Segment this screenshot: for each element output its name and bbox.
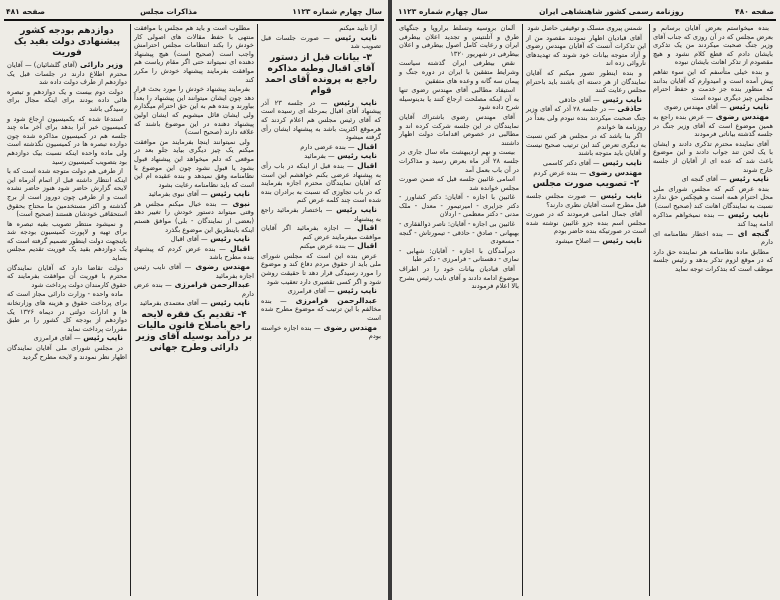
speaker-name: مهندس رضوی [712, 111, 770, 121]
speaker-name: عبدالرحمن فرامرزی [286, 295, 377, 305]
speaker-name: نایب رئیس [726, 102, 769, 112]
speaker-name: اقبال [354, 241, 377, 251]
speaker-name: مهندس رضوی [191, 262, 250, 272]
speaker-name: نایب رئیس [599, 236, 642, 246]
left-page-columns [4, 24, 384, 596]
paragraph: ماده واحده - وزارت دارائی مجاز است که برای پرداخت حقوق و هزینه های وزارتخانه ها و ادارات دولتی در دیماه ۱۳۲۶ یک دوازدهم از بودجه کل کشور را بر طبق مقررات پرداخت نماید [7, 290, 127, 333]
paragraph: مهندس رضوی — بنده اجازه خواسته بودم [261, 322, 381, 341]
speaker-name: نایب رئیس [726, 174, 769, 184]
paragraph: از طرفی هم دولت متوجه شده است که با اینکه انتظار داشته قبل از اتمام آذرماه این لایحه گزارش حاضر شود هنوز حاضر نشده است و از طرفی چون دوروز است از برج گذشته و اکثر مستخدمین ما محتاج بحقوق استحقاقی خودشان هستند (صحیح است) [7, 167, 127, 219]
speaker-name: وزیر دارائی [77, 60, 123, 69]
speaker-name: گنجه ای [733, 228, 769, 238]
paragraph: اگر بنا باشد که در مجلس هر کس نسبت به دیگری تعرض کند این ترتیب صحیح نیست و آقایان باید متوجه باشند [526, 132, 646, 158]
paragraph: استیفاد مطالبی آقای مهندس رضوی تنها به آن اینکه مصلحت ارجاع کنند یا بدینوسیله شرح داده شود [399, 86, 519, 112]
paragraph: نایب رئیس — بنده نمیخواهم مذاکره ادامه پیدا کند [653, 210, 773, 229]
column [649, 24, 776, 596]
left-page-header [6, 4, 382, 18]
paragraph: نایب رئیس — صورت جلسات قبل تصویب شد [261, 32, 381, 51]
paragraph: بنده عرض کنم که مجلس شورای ملی محل احترام همه است و هیچکس حق ندارد نسبت به نمایندگان اهانت کند (صحیح است) [653, 184, 773, 210]
paragraph: نایب رئیس — آقای فرامرزی [287, 286, 377, 296]
paragraph: عبدالرحمن فرامرزی — بنده مخالفم با این ترتیب که موضوع مطرح شده است [261, 295, 381, 323]
article-heading: ۲- تصویب صورت مجلس [532, 179, 640, 190]
paragraph: مطابق ماده نظامنامه هر نماینده حق دارد که در موقع لزوم تذکر بدهد و رئیس جلسه موظف است که بتذکرات توجه نماید [653, 247, 773, 274]
column [522, 24, 649, 596]
paragraph: مطلوب است و باید هم مجلس با موافقت منتهی با حفظ مقالات های اصولی کار خودش را بکند انتظامات مجلس احترامش واجب است (صحیح است) هیچ پیشنهاد دهنده ای نمیتواند حتی اگر مقام ریاست هم موافقت بفرمایند پیشنهاد خودش را مکرر کند [134, 24, 254, 84]
speaker-name: نایب رئیس [80, 333, 123, 343]
speaker-name: عبدالرحمن فرامرزی [171, 280, 251, 290]
speaker-name: نایب رئیس [596, 191, 642, 201]
column [257, 24, 384, 596]
speaker-name: نایب رئیس [327, 97, 377, 107]
paragraph: دولت تقاضا دارد که آقایان نمایندگان محترم با فوریت آن موافقت بفرمایند که حقوق کارمندان دولت پرداخت شود [7, 263, 127, 289]
paragraph: نایب رئیس — بفرمائید [304, 151, 377, 161]
speaker-name: نایب رئیس [207, 234, 250, 244]
speaker-name: اقبال [225, 243, 250, 253]
speaker-name: نایب رئیس [332, 204, 377, 214]
paragraph: آقای مهندس رضوی باشتراك آقایان نمایندگان در این جلسه شرکت کرده اند و مطالبی در خصوص اقدامات دولت اظهار داشتند [399, 112, 519, 147]
speaker-name: نایب رئیس [334, 151, 377, 161]
paragraph: شمس پیروی مسلک و توقیفی حاصل شود [527, 24, 642, 32]
article-heading: ۳- بیانات قبل از دستور آقای اقبال وطیه مذاکره راجع به پرونده آقای احمد قوام [264, 52, 378, 96]
paragraph: آقای نماینده محترم تذکری دادند و ایشان با یک لحن تند جواب دادند و این موضوع باعث شد که عده ای از آقایان از جلسه خارج شوند [653, 139, 773, 174]
paragraph: اسامی غائبین جلسه قبل که ضمن صورت مجلس خوانده شد [399, 175, 519, 192]
paragraph: آقای قبادیان اظهار نمودند مقصود من از این تذکرات آنست که آقایان مهندس رضوی و آزاد متوجه بیانات خود شوند که تهدیدهای ناروائی زده اند [526, 33, 646, 68]
paragraph: و بنده اینطور تصور میکنم که آقایان نمایندگان از هر دسته ای باشند باید باحترام مجلس رعایت کنند [526, 68, 646, 95]
paragraph: نایب رئیس — آقای گنجه ای [681, 174, 769, 184]
paragraph: استدعا شده که بکمیسیون ارجاع شود و کمیسیون خبر آنرا بدهد برای آخر ماه چند جلسه هم در کمیسیون مذاکره شده چون دوازده تبصره ها در کمیسیون نگذشته است ولی ماده واحده اینکه نسبت بیک دوازدهم بود بتصویب کمیسیون رسید [7, 114, 127, 166]
paragraph: در مجلس شورای ملی آقایان نمایندگان اظهار نظر نمودند و لایحه مطرح گردید [7, 344, 127, 361]
paragraph: نایب رئیس — صورت مجلس جلسه قبل مطرح است آقایان نظری دارند؟ [526, 191, 646, 209]
paragraph: نبوی — بنده خیال میکنم مجلس هر وقتی میتواند دستور خودش را تغییر دهد (بعضی از نمایندگان - بلی) موافق هستم اینکه باینطریق این موضوع بگذرد [134, 198, 254, 234]
right-page-header [398, 4, 774, 18]
paragraph: دولت دوم بیست و یک دوازدهم و تبصره هائی داده بودند برای اینکه مجال برای رسیدگی باشد [7, 87, 127, 113]
paragraph: نایب رئیس — آقای نبوی بفرمائید [148, 189, 250, 199]
paragraph: نایب رئیس — باختصار بفرمائید راجع به پیشنهاد [261, 204, 381, 223]
page-number: صفحه ۴۸۰ [735, 6, 774, 16]
paragraph: و نمیشود منتظر تصویب بقیه تبصره ها برای تهیه و لاپورت کمیسیون بودجه شد باینجهت دولت اینطور تصمیم گرفته است که یک دوازدهم بقید یک فوریت تقدیم مجلس بنماید [7, 219, 127, 263]
page-number: صفحه ۴۸۱ [6, 6, 45, 16]
speaker-name: اقبال [353, 160, 377, 170]
speaker-name: نایب رئیس [207, 189, 250, 199]
paragraph: اقبال — بنده عرضی دارم [300, 141, 377, 151]
speaker-name: اقبال [350, 223, 377, 233]
paragraph: دیرآمدگان با اجازه - آقایان: شهابی - نمازی - دهستانی - فرامرزی - دکتر طبا [399, 246, 519, 264]
paragraph: عبدالرحمن فرامرزی — بنده عرض دارم [134, 280, 254, 298]
paragraph: مهندس رضوی — بنده عرض کردم [533, 167, 642, 177]
paragraph: وزیر دارائی (آقای گلشائیان) — آقایان محترم اطلاع دارند در جلسات قبل یک دوازدهم از طرف دولت داده شد [7, 60, 127, 87]
paragraph: اقبال — بنده عرض میکنم [299, 241, 377, 251]
paragraph: اقبال — بنده عرض کردم که پیشنهاد بنده مطرح باشد [134, 243, 254, 262]
speaker-name: نایب رئیس [329, 32, 377, 42]
column [396, 24, 522, 596]
issue-number: سال چهارم شماره ۱۱۲۳ [292, 6, 382, 16]
paragraph: نایب رئیس — آقای حاذقی [558, 94, 642, 104]
paragraph: مهندس رضوی — عرض بنده راجع به همین موضوع است که آقای وزیر جنگ در جلسه گذشته بیاناتی فرمودند [653, 111, 773, 139]
paragraph: آلمان بروسیه وتسلط براروپا و جنگهای طرق و آتلنتیس و تجدید اعلان بیطرفی ایران و رعایت کامل اصول بیطرفی و اعلان بیطرفی در شهریور ۱۳۲۰ [399, 24, 519, 58]
speaker-name: نایب رئیس [334, 286, 377, 296]
article-heading: ۴- تقدیم یک فقره لایحه راجع باصلاح قانون مالیات بر درآمد بوسیله آقای وزیر دارائی وطرح جهانی [135, 310, 253, 353]
speaker-name: حاذقی [614, 104, 642, 114]
speaker-name: نایب رئیس [207, 298, 250, 308]
paragraph: آقای جمال امامی فرمودند که در صورت مجلس اسم بنده جزو غائبین نوشته شده است در صورتیکه بنده حاضر بودم [526, 210, 646, 236]
paragraph: حاذقی — در جلسه ۲۸ آذر که آقای وزیر جنگ صحبت میکردند بنده نبودم ولی بعداً در روزنامه ها خواندم [526, 104, 646, 131]
paragraph: بنده میخواستم بعرض آقایان برسانم و بعرض مجلس که در آن روزی که جناب آقای وزیر جنگ صحبت میکردند من یک تذکری بایشان دادم که قطع کلام نشود و هیچ مقصودم از تذکر اهانت بایشان نبوده [653, 24, 773, 67]
paragraph: نایب رئیس — آقای معتمدی بفرمائید [139, 298, 250, 308]
speaker-name: نبوی [227, 198, 250, 208]
speaker-name: اقبال [354, 141, 377, 151]
paragraph: بیست و نهم اردیبهشت ماه سال جاری در جلسه ۲۸ آذر ماه بعرض رسید و مذاکرات در آن باب بعمل آمد [399, 148, 519, 174]
paragraph: نایب رئیس — آقای مهندس رضوی [664, 102, 769, 112]
column [4, 24, 130, 596]
paragraph: نقض بیطرفی ایران گذشته سیاست وشرایط متفقین با ایران در دوره جنگ و پیمان سه گانه و وعده های متفقین [399, 59, 519, 85]
header-rule [396, 19, 776, 21]
paragraph: اقبال — بنده قبل از اینکه در باب رأی به پیشنهاد عرضی بکنم خواهشم این است که آقایان نمایندگان محترم اجازه بفرمایند که در باب تجاوزی که نسبت به برادران بنده شده است چند کلمه عرض کنم [261, 160, 381, 205]
left-page [0, 0, 388, 600]
paragraph: گنجه ای — بنده اخطار نظامنامه ای دارم [653, 228, 773, 247]
section-title: مذاکرات مجلس [140, 6, 198, 16]
speaker-name: مهندس رضوی [586, 167, 642, 177]
paragraph: غائبین بی اجازه - آقایان: ناصر ذوالفقاری - بهبهانی - صادق - حاذقی - تیمورتاش - گنجه - مسعودی [399, 220, 519, 246]
speaker-name: نایب رئیس [599, 94, 642, 104]
header-rule [4, 19, 384, 21]
paragraph: عرض بنده این است که مجلس شورای ملی باید از حقوق مردم دفاع کند و موضوع را مورد رسیدگی قرار دهد تا حقیقت روشن شود و اگر کسی تقصیری دارد تعقیب شود [261, 251, 381, 286]
issue-number: سال چهارم شماره ۱۱۲۳ [398, 6, 488, 16]
paragraph: ولی نمیتوانند اینجا بفرمایند من موافقت میکنم یک چیز دیگری بیاید جلو بعد در موقعی که دلم میخواهد این پیشنهاد قبول بشود یا قبول نشود چون این موضوع با نظامنامه وفق نمیدهد و بنده عقیده ام این است که باید نظامنامه رعایت بشود [134, 137, 254, 189]
speaker-name: مهندس رضوی [320, 322, 377, 332]
paragraph: آقای قبادیان بیانات خود را در اطراف موضوع ادامه دادند و آقای نایب رئیس بشرح بالا اعلام فرمودند [399, 265, 519, 291]
paragraph: مهندس رضوی — آقای نایب رئیس اجازه بفرمائید [134, 262, 254, 280]
paragraph: غائبین با اجازه - آقایان: دکتر کشاورز - دکتر جزایری - امیرتیمور - معدل - ملک مدنی - دکتر معظمی - اردلان [399, 193, 519, 219]
speaker-name: نایب رئیس [724, 210, 769, 220]
paragraph: اقبال — اجازه بفرمائید اگر آقایان موافقت میفرمایند عرض کنم [261, 223, 381, 241]
article-heading: دوازدهم بودجه کشور پیشنهادی دولت بقید یک فوریت [14, 26, 120, 58]
speaker-name: نایب رئیس [599, 157, 642, 167]
paragraph: بفرمایند پیشنهاد خودش را مورد بحث قرار دهد چون ایشان میتوانند این پیشنهاد را بعداً بیاورند و بنده هم به این حق احترام میگذارم ولی ایشان قائل میشویم که ایشان اولین پیشنهاد دهنده در این موضوع باشند که علاقه دارند (صحیح است) [134, 85, 254, 137]
right-page [392, 0, 780, 600]
paragraph: و بنده خیلی متأسفم که این سوء تفاهم پیش آمده است و امیدوارم که آقایان بدانند که منظور بنده جز خدمت و حفظ احترام مجلس چیز دیگری نبوده است [653, 67, 773, 102]
publication-title: روزنامه رسمی کشور شاهنشاهی ایران [539, 6, 684, 16]
column [130, 24, 257, 596]
paragraph: نایب رئیس — در جلسه ۲۳ آذر پیشنهاد آقای اقبال بمرحله ای رسیده است که آقای رئیس مجلس هم اعلام کردند که هرموقع اکثریت باشد به پیشنهاد ایشان رأی گرفته میشود [261, 97, 381, 142]
paragraph: نایب رئیس — اصلاح میشود [555, 236, 642, 246]
paragraph: نایب رئیس — آقای اقبال [170, 234, 250, 244]
paragraph: نایب رئیس — آقای دکتر کاسمی [542, 157, 642, 167]
right-page-columns [396, 24, 776, 596]
paragraph: آرا تأیید میکنم [339, 24, 377, 32]
paragraph: نایب رئیس — آقای فرامرزی [33, 333, 123, 343]
